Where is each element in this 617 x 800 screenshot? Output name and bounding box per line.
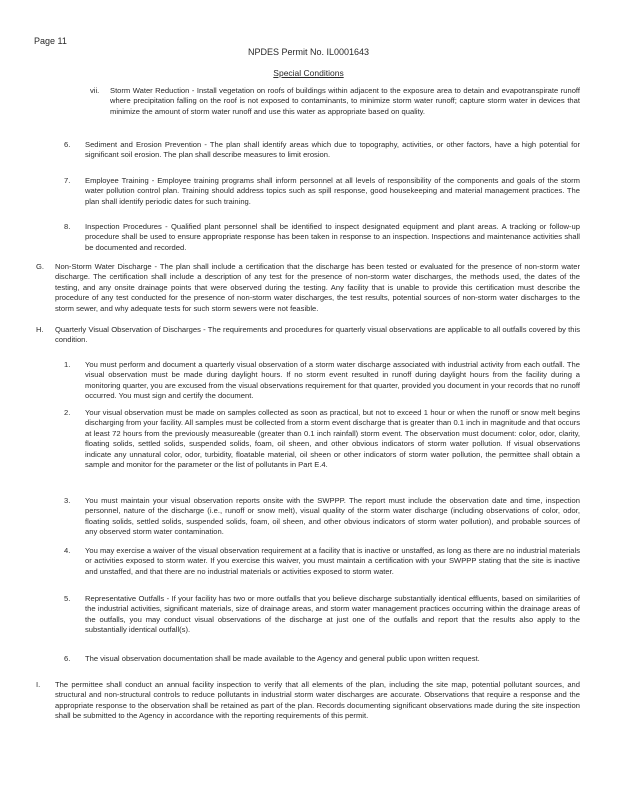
item-marker-h2: 2.	[64, 408, 71, 417]
item-marker-h3: 3.	[64, 496, 71, 505]
item-text-8: Inspection Procedures - Qualified plant personnel shall be identified to inspect designated equipment and plant areas. A tracking or follow-up procedure shall be used to ensure appropriate response has been taken in response to an inspection. Inspections and maintenance activities shall be documented and recorded.	[85, 222, 580, 252]
item-text-h: Quarterly Visual Observation of Discharges - The requirements and procedures for quarterly visual observations are applicable to all outfalls covered by this condition.	[55, 325, 580, 345]
item-marker-8: 8.	[64, 222, 71, 231]
item-text-h5: Representative Outfalls - If your facility has two or more outfalls that you believe discharge substantially identical effluents, based on similarities of the industrial activities, significant materials, size of drainage areas, and storm water management practices occurring within the drainage areas of the outfalls, you may conduct visual observations of the discharge at just one of the outfalls and report that the results also apply to the substantially identical outfall(s).	[85, 594, 580, 635]
item-marker-6: 6.	[64, 140, 71, 149]
item-marker-h4: 4.	[64, 546, 71, 555]
permit-number: NPDES Permit No. IL0001643	[247, 47, 370, 57]
item-text-i: The permittee shall conduct an annual facility inspection to verify that all elements of the plan, including the site map, potential pollutant sources, and structural and non-structural controls to reduce pollutants in industrial storm water discharges are accurate. Observations that require a response and the appropriate response to the observation shall be retained as part of the plan. Records documenting significant observations made during the site inspection shall be submitted to the Agency in accordance with the reporting requirements of this permit.	[55, 680, 580, 721]
page-number: Page 11	[34, 36, 67, 46]
item-text-vii: Storm Water Reduction - Install vegetation on roofs of buildings within adjacent to the exposure area to detain and evapotranspirate runoff where precipitation falling on the roof is not exposed to contaminants, to minimize storm water runoff; capture storm water in devices that minimize the amount of storm water runoff and use this water as appropriate based on quality.	[110, 86, 580, 116]
item-marker-h1: 1.	[64, 360, 71, 369]
item-marker-h6: 6.	[64, 654, 71, 663]
item-text-7: Employee Training - Employee training programs shall inform personnel at all levels of responsibility of the components and goals of the storm water pollution control plan. Training should address topics such as spill response, good housekeeping and material management practices. The plan shall identify periodic dates for such training.	[85, 176, 580, 206]
item-text-h3: You must maintain your visual observation reports onsite with the SWPPP. The report must include the observation date and time, inspection personnel, nature of the discharge (i.e., runoff or snow melt), visual quality of the storm water discharge (including observations of color, odor, floating solids, settled solids, suspended solids, foam, oil sheen, and other obvious indicators of storm water pollution), and probable sources of any observed storm water contamination.	[85, 496, 580, 537]
item-text-h6: The visual observation documentation shall be made available to the Agency and general public upon written request.	[85, 654, 480, 663]
item-text-h4: You may exercise a waiver of the visual observation requirement at a facility that is inactive or unstaffed, as long as there are no industrial materials or activities exposed to storm water. If you exercise this waiver, you must maintain a certification with your SWPPP stating that the site is inactive and unstaffed, and that there are no industrial materials or activities exposed to storm water.	[85, 546, 580, 576]
item-marker-vii: vii.	[90, 86, 100, 95]
item-marker-h: H.	[36, 325, 44, 334]
item-marker-h5: 5.	[64, 594, 71, 603]
item-text-h2: Your visual observation must be made on samples collected as soon as practical, but not to exceed 1 hour or when the runoff or snow melt begins discharging from your facility. All samples must be collected from a storm event discharge that is greater than 0.1 inch in magnitude and that occurs at least 72 hours from the previously measureable (greater than 0.1 inch rainfall) storm event. The observation must document: color, odor, clarity, floating solids, settled solids, suspended solids, foam, oil sheen, and other obvious indicators of storm water pollution. If visual observations indicate any unnatural color, odor, turbidity, floatable material, oil sheen or other indicators of storm water pollution, the permittee shall obtain a sample and monitor for the parameter or the list of pollutants in Part E.4.	[85, 408, 580, 470]
item-marker-i: I.	[36, 680, 41, 689]
item-text-6: Sediment and Erosion Prevention - The plan shall identify areas which due to topography, activities, or other factors, have a high potential for significant soil erosion. The plan shall describe measures to limit erosion.	[85, 140, 580, 160]
section-title: Special Conditions	[273, 68, 344, 78]
item-marker-g: G.	[36, 262, 45, 271]
item-text-g: Non-Storm Water Discharge - The plan shall include a certification that the discharge has been tested or evaluated for the presence of non-storm water discharge. The certification shall include a description of any test for the presence of non-storm water discharges, the methods used, the dates of the testing, and any onsite drainage points that were observed during the testing. Any facility that is unable to provide this certification must describe the procedure of any test conducted for the presence of non-storm water discharges, the test results, potential sources of non-storm water discharges to the storm sewer, and why adequate tests for such storm sewers were not feasible.	[55, 262, 580, 313]
item-marker-7: 7.	[64, 176, 71, 185]
item-text-h1: You must perform and document a quarterly visual observation of a storm water discharge associated with industrial activity from each outfall. The visual observation must be made during daylight hours. If no storm event resulted in runoff during daylight hours from the facility during a monitoring quarter, you are excused from the visual observations requirement for that quarter, provided you document in your records that no runoff occurred. You must sign and certify the document.	[85, 360, 580, 401]
